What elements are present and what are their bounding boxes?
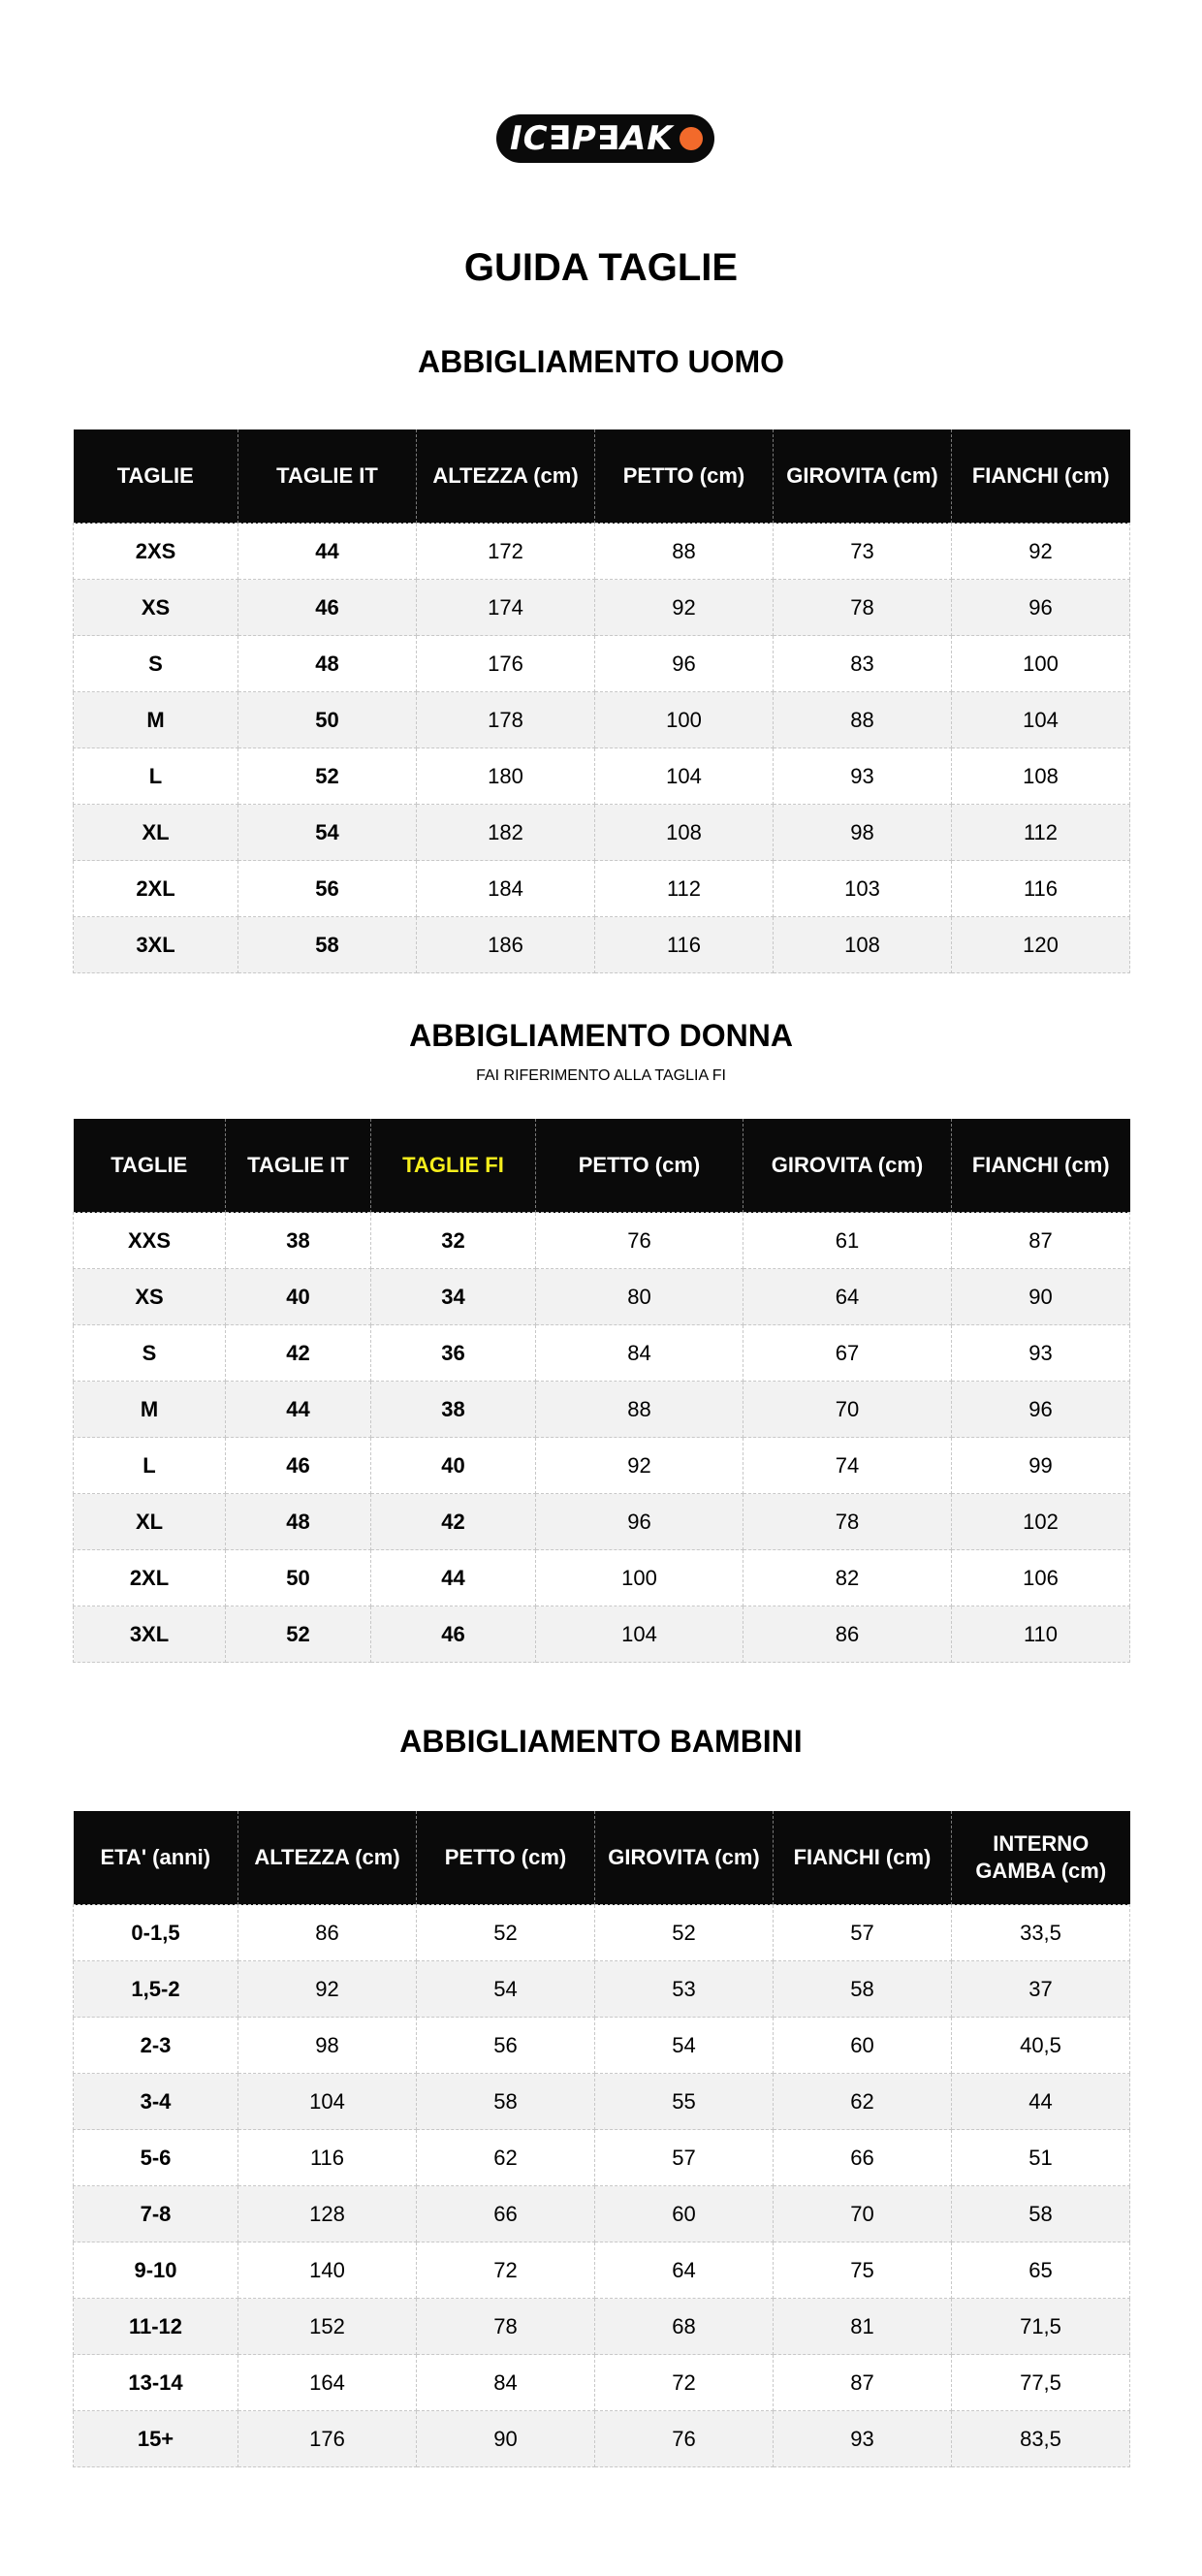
table-cell: 96 [595, 636, 774, 692]
table-cell: 48 [226, 1494, 371, 1550]
table-cell: 70 [743, 1382, 952, 1438]
table-cell: M [74, 692, 238, 748]
table-cell: 2XL [74, 861, 238, 917]
kids-column-header: FIANCHI (cm) [774, 1811, 952, 1905]
table-cell: 93 [774, 748, 952, 805]
table-cell: 3XL [74, 917, 238, 973]
table-cell: 67 [743, 1325, 952, 1382]
table-row [74, 1550, 1130, 1606]
table-cell: 100 [595, 692, 774, 748]
table-cell: L [74, 748, 238, 805]
table-cell: 42 [226, 1325, 371, 1382]
table-cell: 176 [417, 636, 595, 692]
table-cell: 54 [595, 2018, 774, 2074]
men-column-header: TAGLIE [74, 429, 238, 524]
table-cell: 42 [371, 1494, 536, 1550]
table-row [74, 748, 1130, 805]
kids-column-header: PETTO (cm) [417, 1811, 595, 1905]
table-row [74, 2355, 1130, 2411]
table-cell: 76 [595, 2411, 774, 2467]
table-cell: 2XL [74, 1550, 226, 1606]
table-cell: 84 [417, 2355, 595, 2411]
table-cell: 104 [238, 2074, 417, 2130]
table-row [74, 1325, 1130, 1382]
table-cell: 52 [595, 1905, 774, 1961]
table-row [74, 2186, 1130, 2242]
table-cell: 62 [417, 2130, 595, 2186]
table-cell: 38 [226, 1213, 371, 1269]
table-cell: 50 [226, 1550, 371, 1606]
table-cell: 164 [238, 2355, 417, 2411]
table-cell: 54 [417, 1961, 595, 2018]
table-cell: 78 [774, 580, 952, 636]
table-row [74, 1382, 1130, 1438]
table-cell: 58 [238, 917, 417, 973]
table-row [74, 2299, 1130, 2355]
table-cell: 87 [952, 1213, 1130, 1269]
table-row [74, 2411, 1130, 2467]
table-cell: 62 [774, 2074, 952, 2130]
table-cell: 40 [371, 1438, 536, 1494]
table-cell: 81 [774, 2299, 952, 2355]
table-cell: 182 [417, 805, 595, 861]
table-cell: 98 [774, 805, 952, 861]
women-column-header: FIANCHI (cm) [952, 1119, 1130, 1213]
table-row [74, 2130, 1130, 2186]
table-cell: 58 [417, 2074, 595, 2130]
table-cell: 92 [238, 1961, 417, 2018]
table-cell: 78 [417, 2299, 595, 2355]
table-row [74, 805, 1130, 861]
table-cell: 96 [536, 1494, 743, 1550]
women-section-title: ABBIGLIAMENTO DONNA [409, 1018, 793, 1053]
table-row [74, 1213, 1130, 1269]
table-cell: XXS [74, 1213, 226, 1269]
table-cell: 186 [417, 917, 595, 973]
table-cell: 66 [417, 2186, 595, 2242]
table-cell: 36 [371, 1325, 536, 1382]
table-cell: L [74, 1438, 226, 1494]
table-cell: 61 [743, 1213, 952, 1269]
table-cell: 86 [238, 1905, 417, 1961]
table-cell: 78 [743, 1494, 952, 1550]
table-cell: 2XS [74, 524, 238, 580]
table-row [74, 2242, 1130, 2299]
table-cell: 108 [774, 917, 952, 973]
kids-column-header: GIROVITA (cm) [595, 1811, 774, 1905]
kids-size-table [73, 1811, 1130, 2467]
table-cell: 52 [238, 748, 417, 805]
table-cell: 5-6 [74, 2130, 238, 2186]
table-cell: 83 [774, 636, 952, 692]
table-cell: 174 [417, 580, 595, 636]
women-column-header: PETTO (cm) [536, 1119, 743, 1213]
table-cell: 44 [226, 1382, 371, 1438]
table-cell: 140 [238, 2242, 417, 2299]
table-cell: 116 [952, 861, 1130, 917]
women-column-header: TAGLIE FI [371, 1119, 536, 1213]
table-row [74, 692, 1130, 748]
table-cell: 1,5-2 [74, 1961, 238, 2018]
table-cell: 38 [371, 1382, 536, 1438]
table-cell: 72 [417, 2242, 595, 2299]
kids-header-row [74, 1811, 1130, 1905]
table-cell: 99 [952, 1438, 1130, 1494]
table-cell: 116 [595, 917, 774, 973]
table-cell: 40 [226, 1269, 371, 1325]
table-cell: 65 [952, 2242, 1130, 2299]
table-cell: 34 [371, 1269, 536, 1325]
table-cell: M [74, 1382, 226, 1438]
table-cell: 102 [952, 1494, 1130, 1550]
table-cell: 74 [743, 1438, 952, 1494]
table-cell: 0-1,5 [74, 1905, 238, 1961]
table-cell: 58 [774, 1961, 952, 2018]
table-cell: 51 [952, 2130, 1130, 2186]
table-cell: 53 [595, 1961, 774, 2018]
table-cell: 9-10 [74, 2242, 238, 2299]
table-cell: 100 [536, 1550, 743, 1606]
page-title: GUIDA TAGLIE [463, 246, 739, 289]
table-cell: 92 [952, 524, 1130, 580]
table-row [74, 2074, 1130, 2130]
table-cell: 93 [774, 2411, 952, 2467]
table-row [74, 1961, 1130, 2018]
table-cell: 82 [743, 1550, 952, 1606]
table-cell: 184 [417, 861, 595, 917]
table-cell: 76 [536, 1213, 743, 1269]
table-cell: 66 [774, 2130, 952, 2186]
table-cell: 48 [238, 636, 417, 692]
table-cell: S [74, 636, 238, 692]
table-cell: XL [74, 805, 238, 861]
table-row [74, 1494, 1130, 1550]
table-cell: 46 [238, 580, 417, 636]
table-row [74, 636, 1130, 692]
kids-column-header: ALTEZZA (cm) [238, 1811, 417, 1905]
table-cell: 11-12 [74, 2299, 238, 2355]
men-column-header: FIANCHI (cm) [952, 429, 1130, 524]
table-cell: XL [74, 1494, 226, 1550]
table-cell: 96 [952, 580, 1130, 636]
table-cell: 70 [774, 2186, 952, 2242]
table-cell: 88 [774, 692, 952, 748]
table-cell: 37 [952, 1961, 1130, 2018]
table-cell: 88 [595, 524, 774, 580]
table-cell: 84 [536, 1325, 743, 1382]
table-cell: 98 [238, 2018, 417, 2074]
women-header-row [74, 1119, 1130, 1213]
kids-section-title: ABBIGLIAMENTO BAMBINI [399, 1724, 803, 1759]
table-cell: 104 [536, 1606, 743, 1663]
table-cell: 13-14 [74, 2355, 238, 2411]
table-cell: 57 [595, 2130, 774, 2186]
table-cell: 46 [226, 1438, 371, 1494]
table-cell: 44 [371, 1550, 536, 1606]
brand-logo-dot [680, 127, 703, 150]
table-cell: 40,5 [952, 2018, 1130, 2074]
table-row [74, 580, 1130, 636]
table-cell: 44 [952, 2074, 1130, 2130]
table-row [74, 1438, 1130, 1494]
table-cell: 90 [952, 1269, 1130, 1325]
table-cell: 68 [595, 2299, 774, 2355]
women-column-header: TAGLIE [74, 1119, 226, 1213]
kids-column-header: INTERNO GAMBA (cm) [952, 1811, 1130, 1905]
table-cell: 55 [595, 2074, 774, 2130]
table-row [74, 524, 1130, 580]
brand-logo-text: IC∃P∃AK [510, 119, 674, 158]
men-column-header: ALTEZZA (cm) [417, 429, 595, 524]
table-cell: 152 [238, 2299, 417, 2355]
women-size-table [73, 1119, 1130, 1663]
table-cell: 87 [774, 2355, 952, 2411]
table-cell: 110 [952, 1606, 1130, 1663]
brand-logo [496, 114, 714, 163]
women-column-header: TAGLIE IT [226, 1119, 371, 1213]
table-cell: XS [74, 1269, 226, 1325]
table-cell: 15+ [74, 2411, 238, 2467]
table-cell: 120 [952, 917, 1130, 973]
table-cell: 71,5 [952, 2299, 1130, 2355]
men-header-row [74, 429, 1130, 524]
table-cell: 93 [952, 1325, 1130, 1382]
table-cell: 116 [238, 2130, 417, 2186]
table-cell: 172 [417, 524, 595, 580]
table-cell: 106 [952, 1550, 1130, 1606]
table-cell: 112 [595, 861, 774, 917]
table-cell: 108 [952, 748, 1130, 805]
table-cell: 178 [417, 692, 595, 748]
table-cell: 100 [952, 636, 1130, 692]
table-cell: 64 [743, 1269, 952, 1325]
women-column-header: GIROVITA (cm) [743, 1119, 952, 1213]
table-cell: 180 [417, 748, 595, 805]
table-cell: 90 [417, 2411, 595, 2467]
table-cell: 64 [595, 2242, 774, 2299]
table-cell: 56 [417, 2018, 595, 2074]
table-cell: 60 [774, 2018, 952, 2074]
table-cell: 176 [238, 2411, 417, 2467]
table-cell: 77,5 [952, 2355, 1130, 2411]
men-column-header: PETTO (cm) [595, 429, 774, 524]
table-cell: 80 [536, 1269, 743, 1325]
table-cell: 44 [238, 524, 417, 580]
table-row [74, 861, 1130, 917]
table-cell: 112 [952, 805, 1130, 861]
table-cell: 2-3 [74, 2018, 238, 2074]
men-size-table [73, 429, 1130, 973]
table-cell: 52 [417, 1905, 595, 1961]
table-cell: 104 [952, 692, 1130, 748]
table-cell: 75 [774, 2242, 952, 2299]
table-cell: 52 [226, 1606, 371, 1663]
table-cell: 32 [371, 1213, 536, 1269]
table-cell: 60 [595, 2186, 774, 2242]
men-column-header: GIROVITA (cm) [774, 429, 952, 524]
table-cell: 50 [238, 692, 417, 748]
table-cell: S [74, 1325, 226, 1382]
table-cell: 86 [743, 1606, 952, 1663]
table-row [74, 1269, 1130, 1325]
table-cell: 57 [774, 1905, 952, 1961]
kids-column-header: ETA' (anni) [74, 1811, 238, 1905]
table-cell: 128 [238, 2186, 417, 2242]
table-cell: 72 [595, 2355, 774, 2411]
table-cell: 58 [952, 2186, 1130, 2242]
table-cell: 3XL [74, 1606, 226, 1663]
table-cell: 92 [595, 580, 774, 636]
table-cell: 73 [774, 524, 952, 580]
table-row [74, 917, 1130, 973]
table-cell: 108 [595, 805, 774, 861]
table-cell: 104 [595, 748, 774, 805]
men-column-header: TAGLIE IT [238, 429, 417, 524]
table-cell: XS [74, 580, 238, 636]
table-row [74, 1905, 1130, 1961]
table-cell: 96 [952, 1382, 1130, 1438]
table-cell: 83,5 [952, 2411, 1130, 2467]
table-cell: 54 [238, 805, 417, 861]
table-row [74, 1606, 1130, 1663]
table-cell: 92 [536, 1438, 743, 1494]
table-cell: 88 [536, 1382, 743, 1438]
table-cell: 56 [238, 861, 417, 917]
women-section-subtitle: FAI RIFERIMENTO ALLA TAGLIA FI [476, 1067, 726, 1084]
table-cell: 46 [371, 1606, 536, 1663]
table-cell: 33,5 [952, 1905, 1130, 1961]
men-section-title: ABBIGLIAMENTO UOMO [417, 344, 785, 379]
table-cell: 103 [774, 861, 952, 917]
table-cell: 7-8 [74, 2186, 238, 2242]
table-cell: 3-4 [74, 2074, 238, 2130]
table-row [74, 2018, 1130, 2074]
